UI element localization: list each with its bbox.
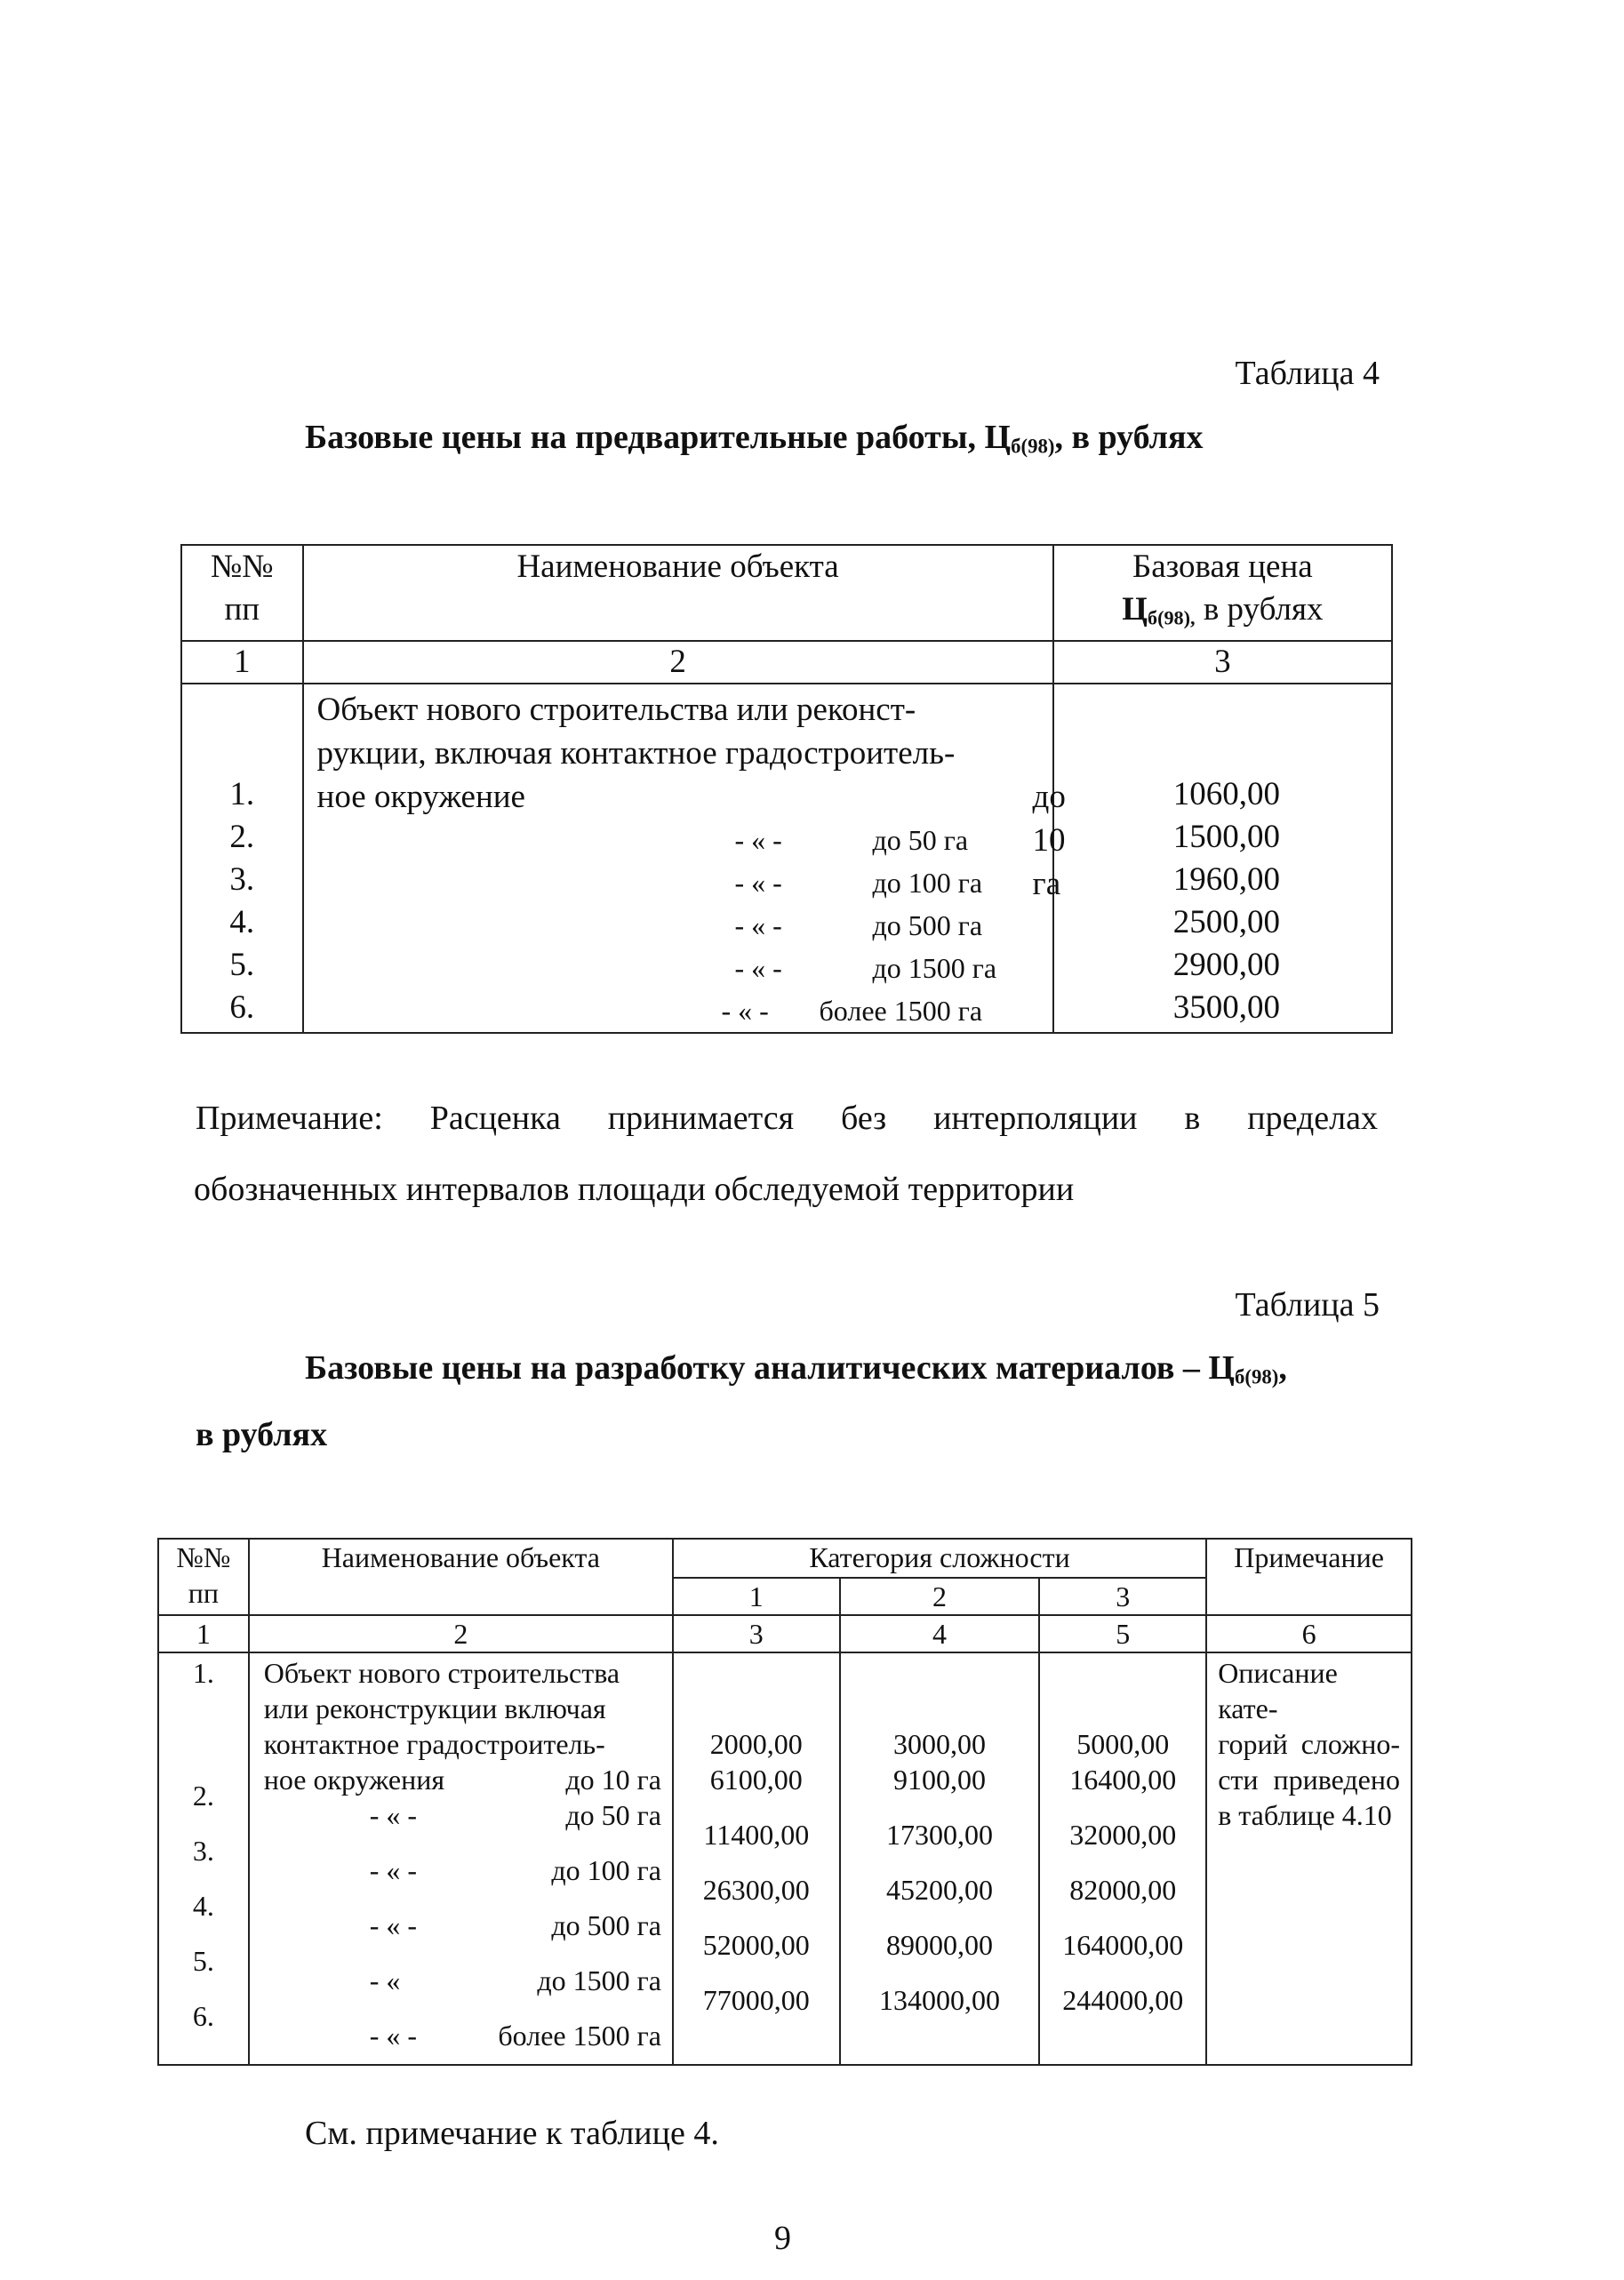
table4-header-price: Базовая цена $Ц_{б(98),}$ в рублях [1053, 545, 1392, 641]
table5-interval-4: - « - до 500 га [369, 1909, 661, 1941]
table4-interval-5: - « - до 1500 га [734, 951, 997, 984]
table4-price-cell: 1060,00 1500,00 1960,00 2500,00 2900,00 3500,00 [1053, 684, 1392, 1033]
table5-cat1-values: 2000,00 6100,00 11400,00 26300,00 52000,00 77000,00 [673, 1652, 840, 2065]
table4-interval-6: - « - более 1500 га [721, 994, 983, 1027]
table4-header-name: Наименование объекта [303, 545, 1053, 641]
table5-remark-cell: Описание кате- горий сложно- сти приведено в таблице 4.10 [1206, 1652, 1412, 2065]
table4-header-no: №№ пп [181, 545, 303, 641]
table5-object-cell: Объект нового строительства или реконструкции включая контактное градостроитель- ное окружения до 10 га - « - до 50 га - « - до 100 га - « - до 500 га - « до 1500 га - « - более 1500 га [249, 1652, 673, 2065]
table5-interval-3: - « - до 100 га [369, 1854, 661, 1886]
table5-body-row [158, 1652, 1412, 2065]
table4-range-1: до 10 га [1032, 778, 1066, 902]
table4-number-row: 1 2 3 [181, 641, 1392, 684]
table5-interval-5: - « до 1500 га [369, 1964, 661, 1996]
table5 [157, 1538, 1412, 2066]
table5-header-name: Наименование объекта [249, 1539, 673, 1615]
table5-interval-1: ное окружения до 10 га [263, 1764, 661, 1796]
table5-interval-2: - « - до 50 га [369, 1799, 661, 1831]
table4-header-row [181, 545, 1392, 641]
table5-caption: Таблица 5 [1235, 1286, 1380, 1324]
table4-body-row [181, 684, 1392, 1033]
footer-note: См. примечание к таблице 4. [305, 2115, 719, 2152]
table5-header-note: Примечание [1206, 1539, 1412, 1615]
table5-header-category: Категория сложности [673, 1539, 1206, 1578]
table4-title: Базовые цены на предварительные работы, $Ц_{б(98)}$, в рублях [305, 419, 1204, 458]
table4 [180, 544, 1393, 1034]
table5-number-row: 1 2 3 4 5 6 [158, 1615, 1412, 1652]
table5-interval-6: - « - более 1500 га [369, 2020, 661, 2052]
page-number: 9 [774, 2220, 791, 2257]
table5-title-line1: Базовые цены на разработку аналитических материалов – $Ц_{б(98)}$, [305, 1349, 1287, 1388]
table4-row-numbers: 1. 2. 3. 4. 5. 6. [181, 684, 303, 1033]
table4-interval-2: - « - до 50 га [734, 823, 969, 856]
table5-cat3-values: 5000,00 16400,00 32000,00 82000,00 164000,00 244000,00 [1039, 1652, 1206, 2065]
table4-caption: Таблица 4 [1235, 355, 1380, 392]
table5-header-row-2: 1 2 3 [158, 1578, 1412, 1615]
table5-title-line2: в рублях [196, 1416, 328, 1453]
table4-interval-3: - « - до 100 га [734, 866, 983, 899]
table5-header-no: №№ пп [158, 1539, 249, 1615]
table4-interval-4: - « - до 500 га [734, 908, 983, 941]
table4-object-cell: Объект нового строительства или реконст- рукции, включая контактное градостроитель- ное окружение до 10 га - « - до 50 га - « - до 100 га - « - до 500 га - « - до 1500 га - « - более 1500 га [303, 684, 1053, 1033]
table5-header-row-1 [158, 1539, 1412, 1578]
table4-note: Примечание: Расценка принимается без интерполяции в пределах обозначенных интервалов площади обследуемой территории [194, 1100, 1378, 1208]
table5-row-numbers: 1. 2. 3. 4. 5. 6. [158, 1652, 249, 2065]
table5-cat2-values: 3000,00 9100,00 17300,00 45200,00 89000,00 134000,00 [840, 1652, 1040, 2065]
